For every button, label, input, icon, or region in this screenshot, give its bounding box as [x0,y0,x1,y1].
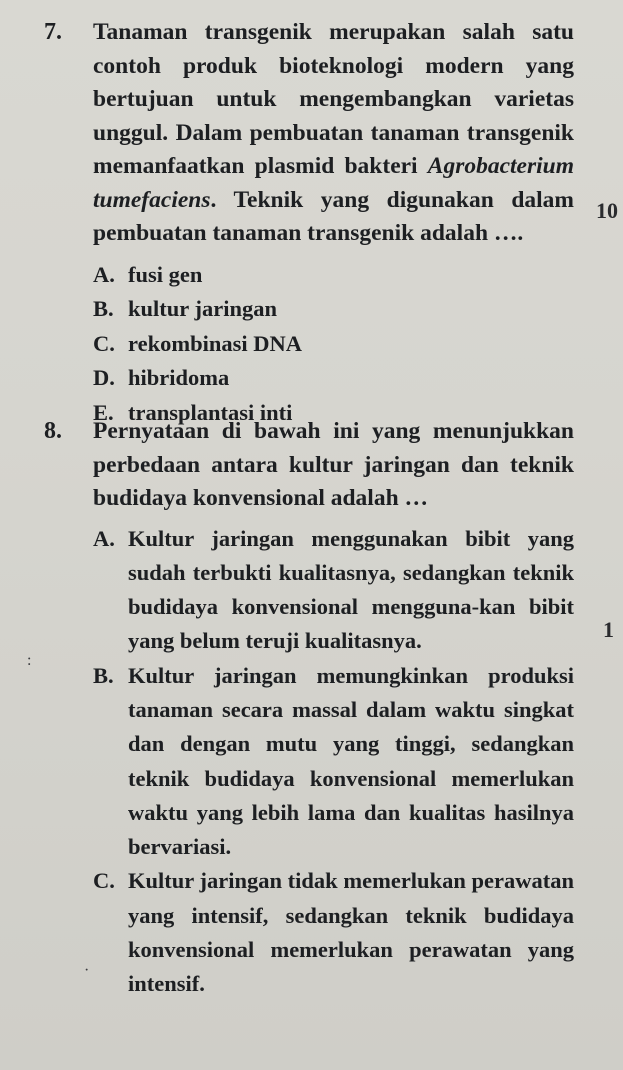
option-text: hibridoma [128,365,230,390]
option-letter: A. [93,525,115,551]
question-text-after: . Teknik yang digunakan dalam pembuatan tanaman transgenik adalah …. [93,186,574,246]
option-letter: B. [93,662,114,688]
question-text-before: Tanaman transgenik merupakan salah satu contoh produk bioteknologi modern yang bertujuan untuk mengembangkan varietas unggul. Dalam pembuatan tanaman transgenik memanfaatkan plasmid bakteri [93,19,574,179]
option-b[interactable] [93,659,574,865]
question-text [93,16,574,251]
question-number: 8. [44,418,62,444]
option-a[interactable] [93,258,574,293]
option-letter: A. [93,261,115,287]
option-letter: C. [93,868,115,894]
option-a[interactable] [93,522,574,659]
option-letter: D. [93,365,115,390]
question-8 [44,415,574,1002]
stray-mark: · [84,962,90,979]
option-b[interactable] [93,292,574,327]
option-text: transplantasi inti [128,399,293,425]
option-letter: C. [93,330,115,356]
option-text: Kultur jaringan tidak memerlukan perawatan yang intensif, sedangkan teknik budidaya konvensional memerlukan perawatan yang intensif. [128,868,574,997]
stray-mark: : [27,652,32,669]
margin-number-middle: 1 [603,617,614,642]
question-7 [44,16,574,430]
options-list [93,522,574,1002]
option-text: fusi gen [128,261,203,287]
option-d[interactable] [93,361,574,396]
option-letter: E. [93,399,114,425]
option-text: Kultur jaringan memungkinkan produksi tanaman secara massal dalam waktu singkat dan dengan mutu yang tinggi, sedangkan teknik budidaya konvensional memerlukan waktu yang lebih lama dan kualitas hasilnya bervariasi. [128,662,574,860]
margin-number-top: 10 [596,198,618,223]
option-c[interactable] [93,864,574,1001]
option-letter: B. [93,296,114,321]
option-text: rekombinasi DNA [128,330,302,356]
question-number: 7. [44,19,62,45]
species-name: Agrobacterium tumefaciens [93,153,574,213]
option-text: Kultur jaringan menggunakan bibit yang sudah terbukti kualitasnya, sedangkan teknik budidaya konvensional mengguna-kan bibit yang belum teruji kualitasnya. [128,525,574,654]
option-c[interactable] [93,327,574,362]
options-list [93,258,574,431]
question-text: Pernyataan di bawah ini yang menunjukkan perbedaan antara kultur jaringan dan teknik budidaya konvensional adalah … [93,418,574,511]
option-text: kultur jaringan [128,296,277,321]
